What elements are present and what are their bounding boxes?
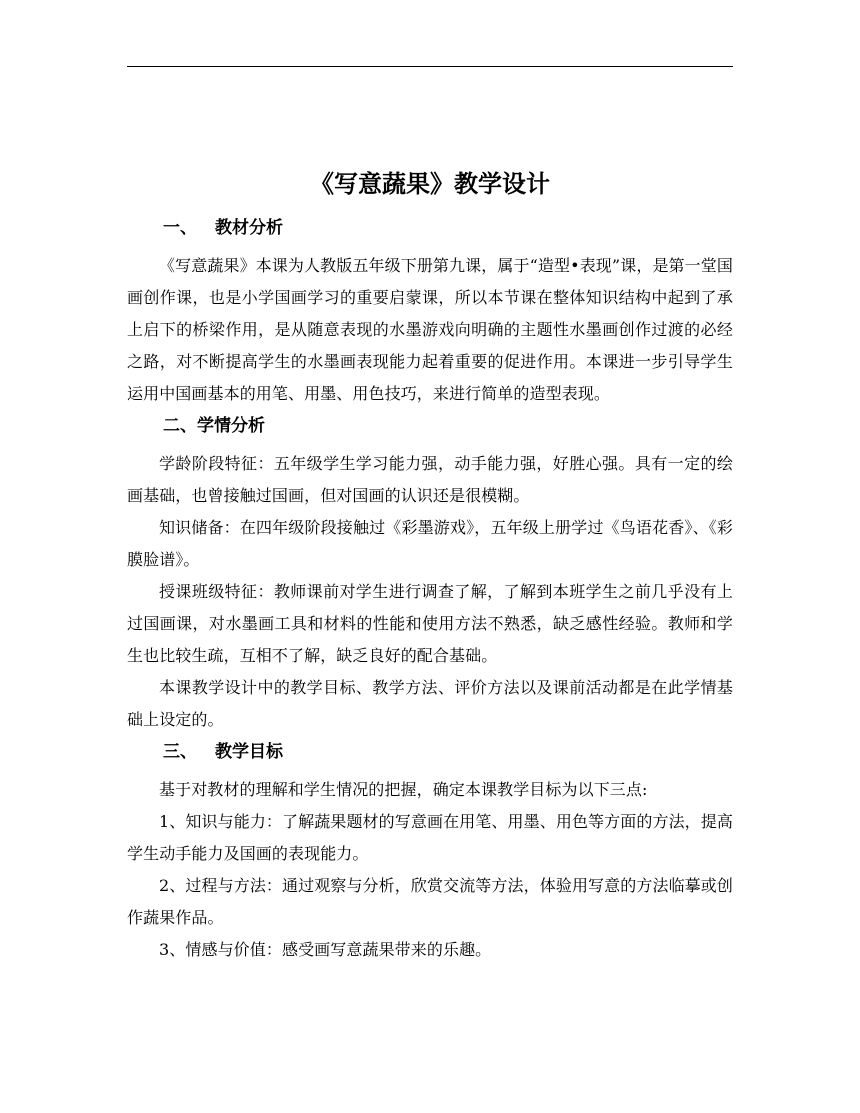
paragraph: 《写意蔬果》本课为人教版五年级下册第九课，属于“造型•表现”课，是第一堂国画创作课，也是小学国画学习的重要启蒙课，所以本节课在整体知识结构中起到了承上启下的桥梁作用，是从随意表现的水墨游戏向明确的主题性水墨画创作过渡的必经之路，对不断提高学生的水墨画表现能力起着重要的促进作用。本课进一步引导学生运用中国画基本的用笔、用墨、用色技巧，来进行简单的造型表现。 (127, 256, 733, 403)
paragraph: 基于对教材的理解和学生情况的把握，确定本课教学目标为以下三点: (159, 780, 648, 799)
section-heading-2 (127, 414, 733, 438)
paragraph: 3、情感与价值：感受画写意蔬果带来的乐趣。 (159, 940, 492, 959)
section-heading-3 (127, 740, 733, 764)
section-number: 二、 (163, 416, 197, 436)
section-number: 一、 (163, 218, 197, 238)
document-title: 《写意蔬果》教学设计 (310, 170, 550, 198)
paragraph: 本课教学设计中的教学目标、教学方法、评价方法以及课前活动都是在此学情基础上设定的。 (127, 678, 733, 729)
paragraph: 2、过程与方法：通过观察与分析，欣赏交流等方法，体验用写意的方法临摹或创作蔬果作品。 (127, 876, 733, 927)
paragraph: 1、知识与能力：了解蔬果题材的写意画在用笔、用墨、用色等方面的方法，提高学生动手能力及国画的表现能力。 (127, 812, 733, 863)
paragraph: 授课班级特征：教师课前对学生进行调查了解，了解到本班学生之前几乎没有上过国画课，对水墨画工具和材料的性能和使用方法不熟悉，缺乏感性经验。教师和学生也比较生疏，互相不了解，缺乏良好的配合基础。 (127, 582, 733, 665)
paragraph: 学龄阶段特征：五年级学生学习能力强，动手能力强，好胜心强。具有一定的绘画基础，也曾接触过国画，但对国画的认识还是很模糊。 (127, 454, 733, 505)
section-number: 三、 (163, 742, 197, 762)
section-title: 教学目标 (215, 742, 283, 762)
section-title: 教材分析 (215, 218, 283, 238)
section-title: 学情分析 (197, 416, 265, 436)
header-rule (127, 66, 733, 67)
paragraph: 知识储备：在四年级阶段接触过《彩墨游戏》，五年级上册学过《鸟语花香》、《彩膜脸谱》。 (127, 518, 733, 569)
document-body (127, 166, 733, 966)
section-heading-1 (127, 216, 733, 240)
